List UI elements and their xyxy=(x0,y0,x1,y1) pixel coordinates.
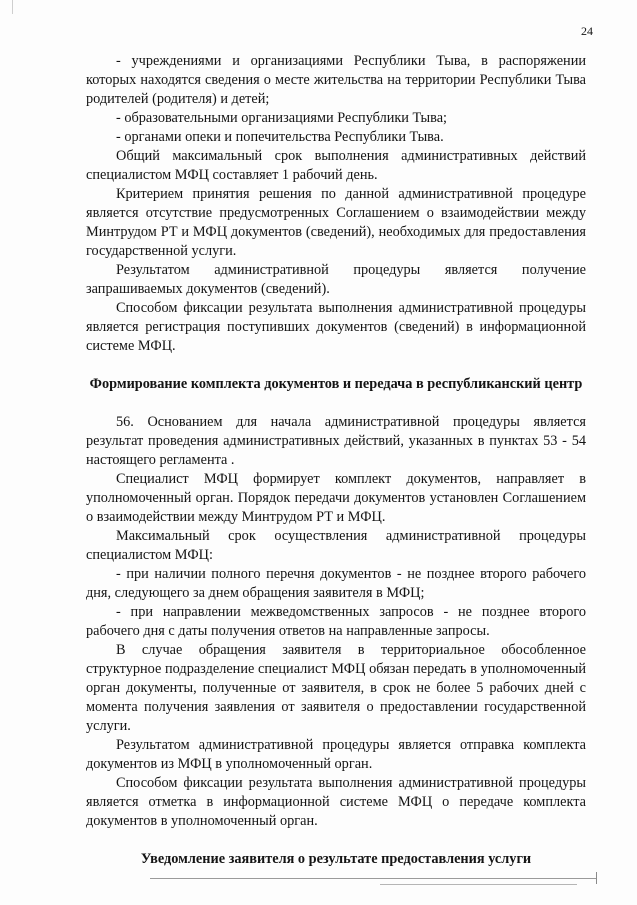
scan-bottom-line-secondary xyxy=(380,884,577,885)
section-heading-applicant-notification: Уведомление заявителя о результате предоставления услуги xyxy=(140,851,532,867)
paragraph-list-item-institutions: - учреждениями и организациями Республики Тыва, в распоряжении которых находятся сведения о месте жительства на территории Республики Тыва родителей (родителя) и детей; xyxy=(86,53,586,107)
section-heading-documents-transfer: Формирование комплекта документов и передача в республиканский центр xyxy=(89,376,583,392)
paragraph-transfer-result: Результатом административной процедуры является отправка комплекта документов из МФЦ в уполномоченный орган. xyxy=(86,737,586,772)
paragraph-procedure-result: Результатом административной процедуры является получение запрашиваемых документов (сведений). xyxy=(86,262,586,297)
paragraph-territorial-division: В случае обращения заявителя в территориальное обособленное структурное подразделение специалист МФЦ обязан передать в уполномоченный орган документы, полученные от заявителя, в срок не более 5 рабочих дней с момента получения заявления от заявителя о предоставлении государственной услуги. xyxy=(86,642,586,734)
paragraph-interagency-deadline: - при направлении межведомственных запросов - не позднее второго рабочего дня с даты получения ответов на направленные запросы. xyxy=(86,604,586,639)
document-body xyxy=(86,52,586,869)
paragraph-max-period: Максимальный срок осуществления административной процедуры специалистом МФЦ: xyxy=(86,528,586,563)
paragraph-decision-criterion: Критерием принятия решения по данной административной процедуре является отсутствие предусмотренных Соглашением о взаимодействии между Минтрудом РТ и МФЦ документов (сведений), необходимых для предоставления государственной услуги. xyxy=(86,186,586,259)
paragraph-transfer-fixation: Способом фиксации результата выполнения административной процедуры является отметка в информационной системе МФЦ о передаче комплекта документов в уполномоченный орган. xyxy=(86,775,586,829)
paragraph-full-list-deadline: - при наличии полного перечня документов - не позднее второго рабочего дня, следующего за днем обращения заявителя в МФЦ; xyxy=(86,566,586,601)
paragraph-56-basis: 56. Основанием для начала административной процедуры является результат проведения административных действий, указанных в пунктах 53 - 54 настоящего регламента . xyxy=(86,414,586,468)
paragraph-specialist-forms-set: Специалист МФЦ формирует комплект документов, направляет в уполномоченный орган. Порядок передачи документов установлен Соглашением о взаимодействии между Минтрудом РТ и МФЦ. xyxy=(86,471,586,525)
scan-edge-mark xyxy=(0,0,13,14)
page-number: 24 xyxy=(581,24,593,38)
paragraph-result-fixation: Способом фиксации результата выполнения административной процедуры является регистрация поступивших документов (сведений) в информационной системе МФЦ. xyxy=(86,300,586,354)
paragraph-list-item-guardianship: - органами опеки и попечительства Республики Тыва. xyxy=(116,129,444,145)
scan-bottom-tick xyxy=(596,872,597,884)
paragraph-max-duration: Общий максимальный срок выполнения административных действий специалистом МФЦ составляет 1 рабочий день. xyxy=(86,148,586,183)
scan-bottom-line xyxy=(150,878,597,879)
paragraph-list-item-education: - образовательными организациями Республики Тыва; xyxy=(116,110,448,126)
